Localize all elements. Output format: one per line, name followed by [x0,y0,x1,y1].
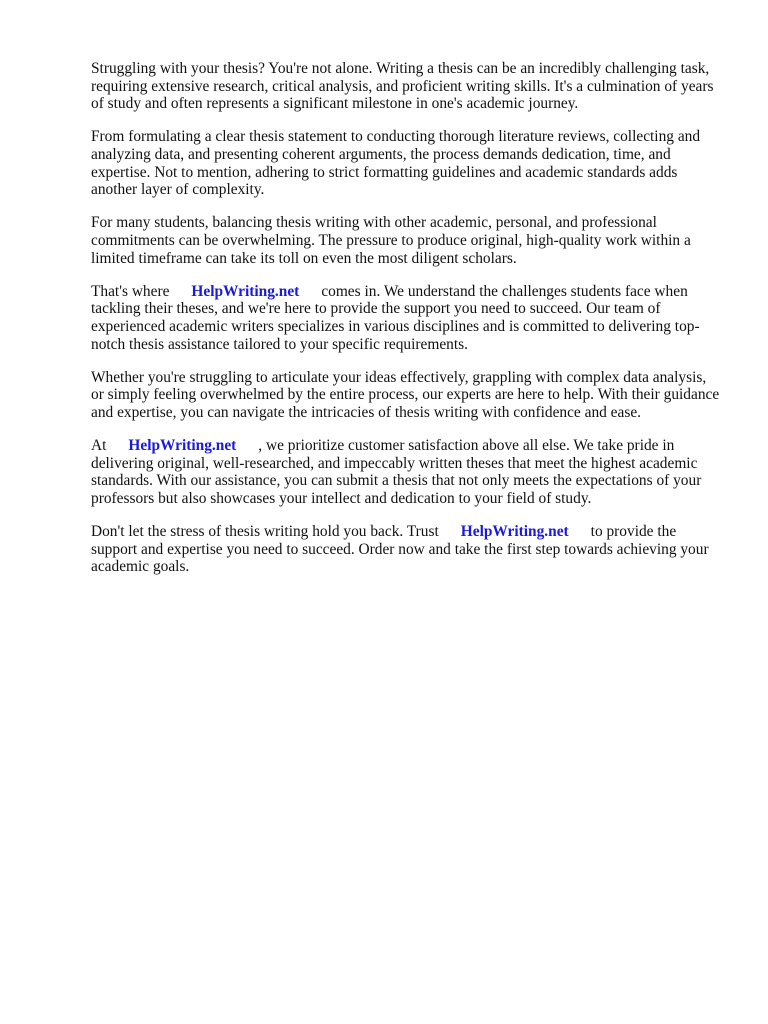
paragraph-text-after-link: comes in. We understand the challenges students face when tackling their theses, and we're here to provide the support you need to succeed. Our team of experienced academic writers specializes in various disciplines and is committed to delivering top-notch thesis assistance tailored to your specific requirements. [91,282,700,353]
helpwriting-link[interactable]: HelpWriting.net [460,523,569,541]
paragraph-satisfaction [91,437,721,507]
helpwriting-link[interactable]: HelpWriting.net [128,437,237,455]
paragraph-text-before-link: Don't let the stress of thesis writing hold you back. Trust [91,523,439,541]
document-page [91,60,721,591]
paragraph-students: For many students, balancing thesis writing with other academic, personal, and professional commitments can be overwhelming. The pressure to produce original, high-quality work within a limited timeframe can take its toll on even the most diligent scholars. [91,214,691,267]
paragraph-text-before-link: That's where [91,282,170,300]
paragraph-intro: Struggling with your thesis? You're not alone. Writing a thesis can be an incredibly challenging task, requiring extensive research, critical analysis, and proficient writing skills. It's a culmination of years of study and often represents a significant milestone in one's academic journey. [91,60,714,113]
paragraph-thats-where [91,283,721,353]
paragraph-text-before-link: At [91,437,107,455]
paragraph-text-after-link: to provide the support and expertise you need to succeed. Order now and take the first step towards achieving your academic goals. [91,523,709,576]
paragraph-experts: Whether you're struggling to articulate your ideas effectively, grappling with complex data analysis, or simply feeling overwhelmed by the entire process, our experts are here to help. With their guidance and expertise, you can navigate the intricacies of thesis writing with confidence and ease. [91,368,720,421]
paragraph-text-after-link: , we prioritize customer satisfaction above all else. We take pride in delivering original, well-researched, and impeccably written theses that meet the highest academic standards. With our assistance, you can submit a thesis that not only meets the expectations of your professors but also showcases your intellect and dedication to your field of study. [91,437,702,507]
paragraph-call-to-action [91,523,721,576]
paragraph-process: From formulating a clear thesis statement to conducting thorough literature reviews, collecting and analyzing data, and presenting coherent arguments, the process demands dedication, time, and expertise. Not to mention, adhering to strict formatting guidelines and academic standards adds another layer of complexity. [91,128,701,199]
helpwriting-link[interactable]: HelpWriting.net [191,282,300,300]
